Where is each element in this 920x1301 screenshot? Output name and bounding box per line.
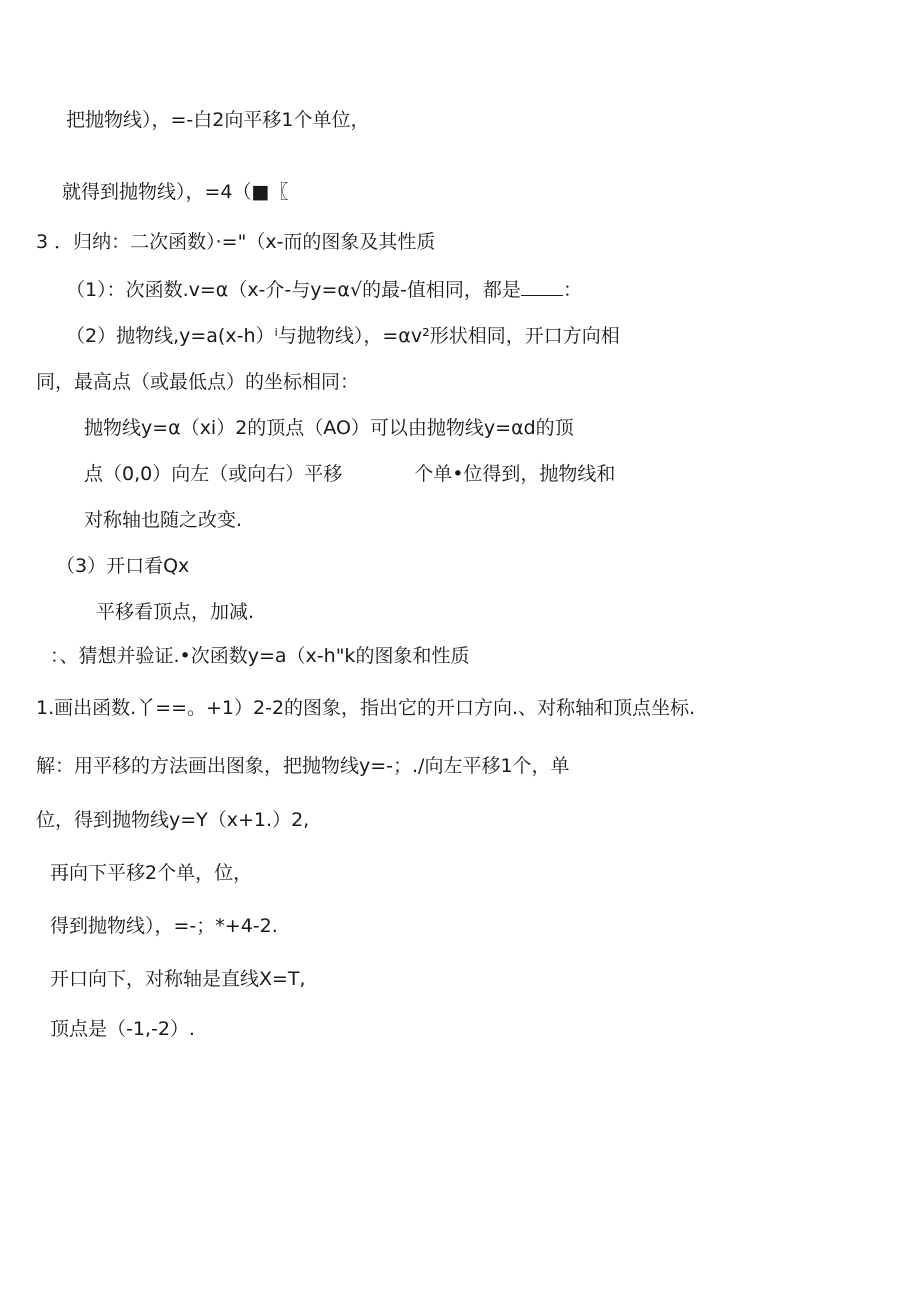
text-line-translate-parabola: 把抛物线），=-白2向平移1个单位， xyxy=(66,109,370,131)
text-line-section-heading: ：、猜想并验证.•次函数y=a（x-h"k的图象和性质 xyxy=(50,645,470,667)
text-line-shift-rule: 平移看顶点，加减. xyxy=(96,601,255,623)
text-line-solution: 解：用平移的方法画出图象，把抛物线y=-；./向左平移1个，单 xyxy=(36,755,570,777)
text-line-property-2: （2）抛物线,y=a(x-h）ⁱ与抛物线），=αv²形状相同，开口方向相 xyxy=(66,325,620,347)
text-line-result-parabola: 就得到抛物线），=4（■〖 xyxy=(62,181,289,203)
vertex-shift-text-b: 个单•位得到，抛物线和 xyxy=(414,463,616,485)
text-line-property-2-cont: 同，最高点（或最低点）的坐标相同： xyxy=(36,371,360,393)
text-line-axis-change: 对称轴也随之改变. xyxy=(84,509,243,531)
text-line-opening-axis: 开口向下，对称轴是直线X=T, xyxy=(50,968,306,990)
text-line-vertex-explanation: 抛物线y=α（xi）2的顶点（AO）可以由抛物线y=αd的顶 xyxy=(84,417,574,439)
property-1-text: （1）：次函数.v=α（x-介-与y=α√的最-值相同，都是 xyxy=(66,279,521,301)
text-line-summary-heading: 3 ．归纳：二次函数）·="（x-而的图象及其性质 xyxy=(36,231,436,253)
fill-in-blank xyxy=(521,277,563,296)
text-line-get-parabola: 得到抛物线），=-；*+4-2. xyxy=(50,915,278,937)
text-line-shift-down: 再向下平移2个单，位， xyxy=(50,862,253,884)
vertex-shift-text-a: 点（0,0）向左（或向右）平移 xyxy=(84,463,343,485)
text-line-solution-2: 位，得到抛物线y=Y（x+1.）2, xyxy=(36,809,310,831)
text-line-property-1 xyxy=(66,277,582,303)
text-line-vertex-result: 顶点是（-1,-2）. xyxy=(50,1018,195,1040)
property-1-end: ： xyxy=(562,279,582,301)
text-line-property-3: （3）开口看Qx xyxy=(56,555,190,577)
text-line-exercise-1: 1.画出函数.丫==。+1）2-2的图象，指出它的开口方向.、对称轴和顶点坐标. xyxy=(36,697,696,719)
text-line-vertex-shift xyxy=(84,461,615,487)
